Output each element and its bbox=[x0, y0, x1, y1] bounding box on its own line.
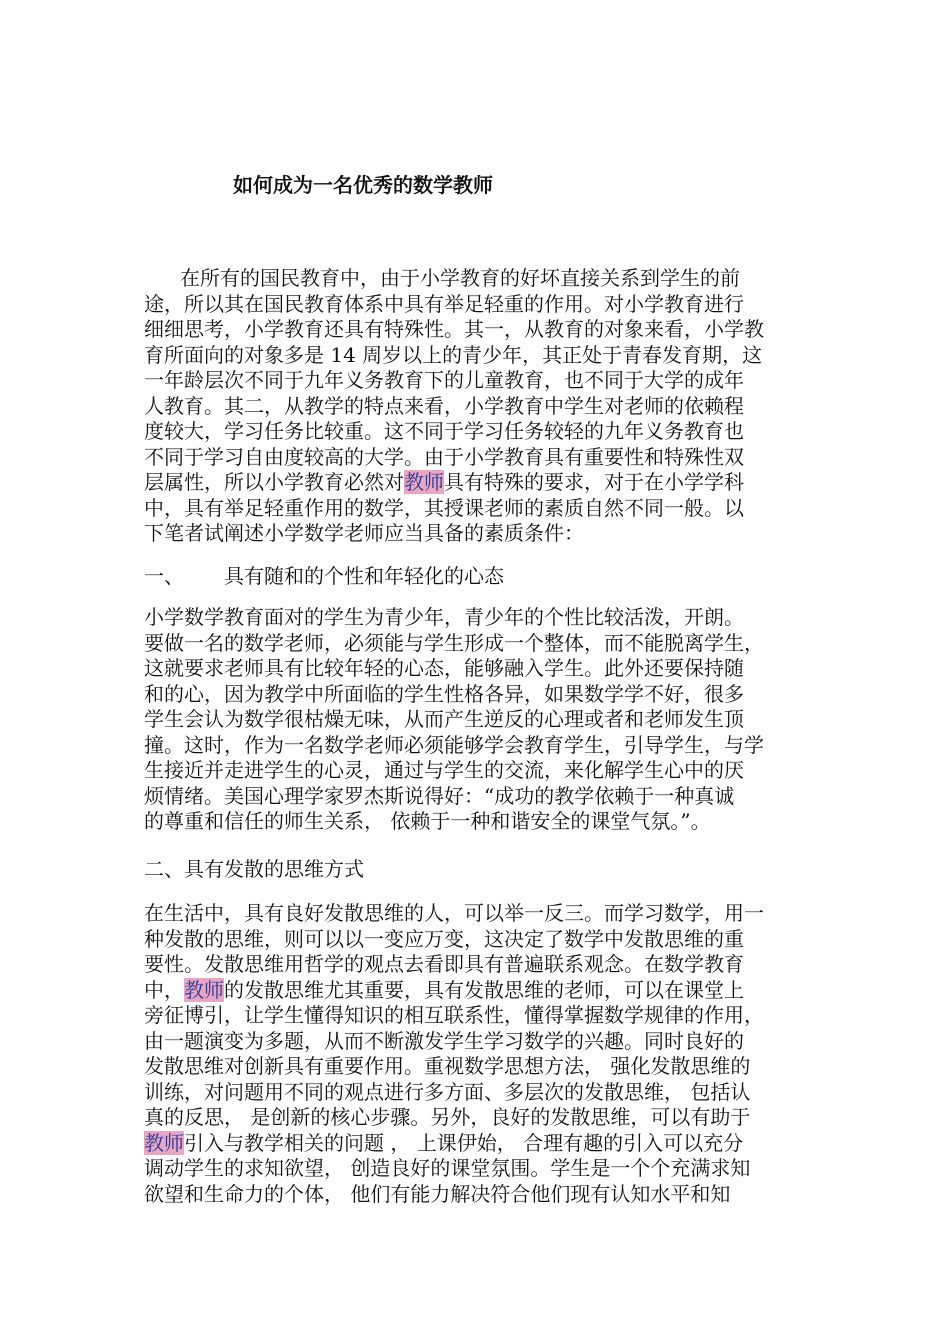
section-2-line: 要性。发散思维用哲学的观点去看即具有普遍联系观念。在数学教育 bbox=[144, 952, 744, 976]
section-2-line bbox=[144, 978, 814, 1004]
section-2-line: 训练，对问题用不同的观点进行多方面、多层次的发散思维， 包括认 bbox=[144, 1079, 751, 1104]
section-1-line: 烦情绪。美国心理学家罗杰斯说得好：“成功的教学依赖于一种真诚 bbox=[144, 783, 735, 808]
intro-line-text: 具有特殊的要求，对于在小学学科 bbox=[444, 470, 744, 494]
section-1-title: 具有随和的个性和年轻化的心态 bbox=[224, 564, 504, 588]
section-2-line: 发散思维对创新具有重要作用。重视数学思想方法， 强化发散思维的 bbox=[144, 1054, 751, 1078]
section-1-line: 小学数学教育面对的学生为青少年，青少年的个性比较活泼，开朗。 bbox=[144, 605, 744, 629]
section-1-number: 一、 bbox=[144, 564, 184, 588]
section-1-line: 的尊重和信任的师生关系， 依赖于一种和谐安全的课堂气氛。”。 bbox=[144, 809, 711, 833]
section-2-line-text: 的发散思维尤其重要，具有发散思维的老师，可以在课堂上 bbox=[224, 977, 744, 1002]
section-2-line: 调动学生的求知欲望， 创造良好的课堂氛围。学生是一个个充满求知 bbox=[144, 1156, 751, 1180]
document-title: 如何成为一名优秀的数学教师 bbox=[233, 173, 493, 197]
highlighted-term: 教师 bbox=[184, 977, 224, 1002]
section-1-line: 撞。这时，作为一名数学老师必须能够学会教育学生，引导学生，与学 bbox=[144, 732, 764, 757]
intro-line bbox=[144, 470, 814, 496]
intro-line: 育所面向的对象多是 14 周岁以上的青少年，其正处于青春发育期，这 bbox=[144, 342, 763, 367]
section-1-line: 学生会认为数学很枯燥无味，从而产生逆反的心理或者和老师发生顶 bbox=[144, 707, 744, 731]
section-2-line: 真的反思， 是创新的核心步骤。另外，良好的发散思维，可以有助于 bbox=[144, 1105, 751, 1129]
intro-line: 中，具有举足轻重作用的数学，其授课老师的素质自然不同一般。以 bbox=[144, 495, 744, 520]
highlighted-term: 教师 bbox=[144, 1130, 184, 1155]
highlighted-term: 教师 bbox=[404, 470, 444, 494]
section-2-line bbox=[144, 1131, 814, 1157]
section-2-line-text: 中， bbox=[144, 977, 184, 1002]
intro-paragraph bbox=[144, 266, 814, 547]
intro-line: 细细思考，小学教育还具有特殊性。其一，从教育的对象来看，小学教 bbox=[144, 317, 764, 341]
section-2-line: 旁征博引，让学生懂得知识的相互联系性，懂得掌握数学规律的作用， bbox=[144, 1003, 764, 1027]
section-2-heading: 二、具有发散的思维方式 bbox=[144, 857, 364, 881]
intro-line: 人教育。其二，从教学的特点来看，小学教育中学生对老师的依赖程 bbox=[144, 393, 744, 418]
section-2-line-text: 引入与教学相关的问题 ， 上课伊始， 合理有趣的引入可以充分 bbox=[184, 1130, 744, 1155]
section-1-line: 要做一名的数学老师，必须能与学生形成一个整体，而不能脱离学生， bbox=[144, 630, 764, 655]
intro-line: 度较大，学习任务比较重。这不同于学习任务较轻的九年义务教育也 bbox=[144, 419, 744, 443]
section-2-line: 由一题演变为多题，从而不断激发学生学习数学的兴趣。同时良好的 bbox=[144, 1028, 744, 1053]
section-2-line: 欲望和生命力的个体， 他们有能力解决符合他们现有认知水平和知 bbox=[144, 1181, 731, 1206]
section-1-line: 这就要求老师具有比较年轻的心态，能够融入学生。此外还要保持随 bbox=[144, 656, 744, 680]
intro-line-text: 层属性，所以小学教育必然对 bbox=[144, 470, 404, 494]
section-1-line: 生接近并走进学生的心灵，通过与学生的交流，来化解学生心中的厌 bbox=[144, 758, 744, 782]
intro-line: 一年龄层次不同于九年义务教育下的儿童教育，也不同于大学的成年 bbox=[144, 368, 744, 392]
intro-line: 不同于学习自由度较高的大学。由于小学教育具有重要性和特殊性双 bbox=[144, 444, 744, 469]
intro-line: 在所有的国民教育中，由于小学教育的好坏直接关系到学生的前 bbox=[180, 266, 740, 290]
section-1-heading bbox=[144, 563, 504, 589]
intro-line: 下笔者试阐述小学数学老师应当具备的素质条件： bbox=[144, 521, 584, 545]
section-1-line: 和的心，因为教学中所面临的学生性格各异，如果数学学不好，很多 bbox=[144, 681, 744, 706]
section-1-paragraph bbox=[144, 605, 814, 835]
section-2-line: 种发散的思维，则可以以一变应万变，这决定了数学中发散思维的重 bbox=[144, 926, 744, 951]
section-2-paragraph bbox=[144, 901, 814, 1207]
intro-line: 途，所以其在国民教育体系中具有举足轻重的作用。对小学教育进行 bbox=[144, 291, 744, 316]
section-2-line: 在生活中，具有良好发散思维的人，可以举一反三。而学习数学，用一 bbox=[144, 901, 764, 925]
